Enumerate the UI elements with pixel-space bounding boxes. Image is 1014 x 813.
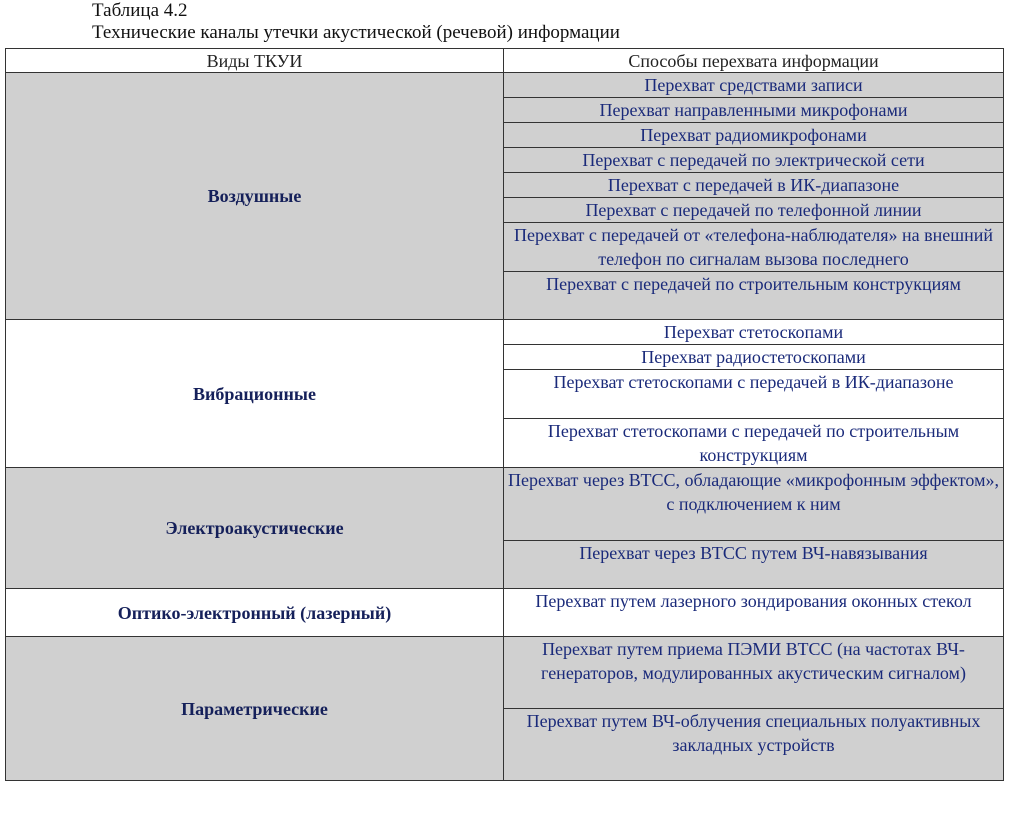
method-cell: Перехват через ВТСС путем ВЧ-навязывания	[504, 541, 1004, 589]
leak-channels-table	[5, 48, 1004, 781]
method-cell: Перехват с передачей по телефонной линии	[504, 198, 1004, 223]
table-row	[6, 637, 1004, 709]
group-optical: Оптико-электронный (лазерный)	[6, 589, 504, 637]
method-cell: Перехват с передачей в ИК-диапазоне	[504, 173, 1004, 198]
header-methods: Способы перехвата информации	[504, 49, 1004, 73]
method-cell: Перехват с передачей от «телефона-наблюдателя» на внешний телефон по сигналам вызова последнего	[504, 223, 1004, 272]
group-electroacoustic: Электроакустические	[6, 468, 504, 589]
method-cell: Перехват средствами записи	[504, 73, 1004, 98]
method-cell: Перехват с передачей по строительным конструкциям	[504, 272, 1004, 320]
table-row	[6, 73, 1004, 98]
method-cell: Перехват стетоскопами	[504, 320, 1004, 345]
method-cell: Перехват путем приема ПЭМИ ВТСС (на частотах ВЧ-генераторов, модулированных акустическим сигналом)	[504, 637, 1004, 709]
table-row	[6, 320, 1004, 345]
method-cell: Перехват через ВТСС, обладающие «микрофонным эффектом», с подключением к ним	[504, 468, 1004, 541]
method-cell: Перехват стетоскопами с передачей по строительным конструкциям	[504, 419, 1004, 468]
table-caption	[92, 0, 620, 44]
header-types: Виды ТКУИ	[6, 49, 504, 73]
group-air: Воздушные	[6, 73, 504, 320]
table-number: Таблица 4.2	[92, 0, 188, 21]
method-cell: Перехват радиостетоскопами	[504, 345, 1004, 370]
group-parametric: Параметрические	[6, 637, 504, 781]
method-cell: Перехват радиомикрофонами	[504, 123, 1004, 148]
header-row	[6, 49, 1004, 73]
method-cell: Перехват путем ВЧ-облучения специальных полуактивных закладных устройств	[504, 709, 1004, 781]
table-title: Технические каналы утечки акустической (речевой) информации	[92, 22, 620, 43]
method-cell: Перехват путем лазерного зондирования оконных стекол	[504, 589, 1004, 637]
group-vibration: Вибрационные	[6, 320, 504, 468]
method-cell: Перехват с передачей по электрической сети	[504, 148, 1004, 173]
table-row	[6, 589, 1004, 637]
table-row	[6, 468, 1004, 541]
method-cell: Перехват стетоскопами с передачей в ИК-диапазоне	[504, 370, 1004, 419]
method-cell: Перехват направленными микрофонами	[504, 98, 1004, 123]
